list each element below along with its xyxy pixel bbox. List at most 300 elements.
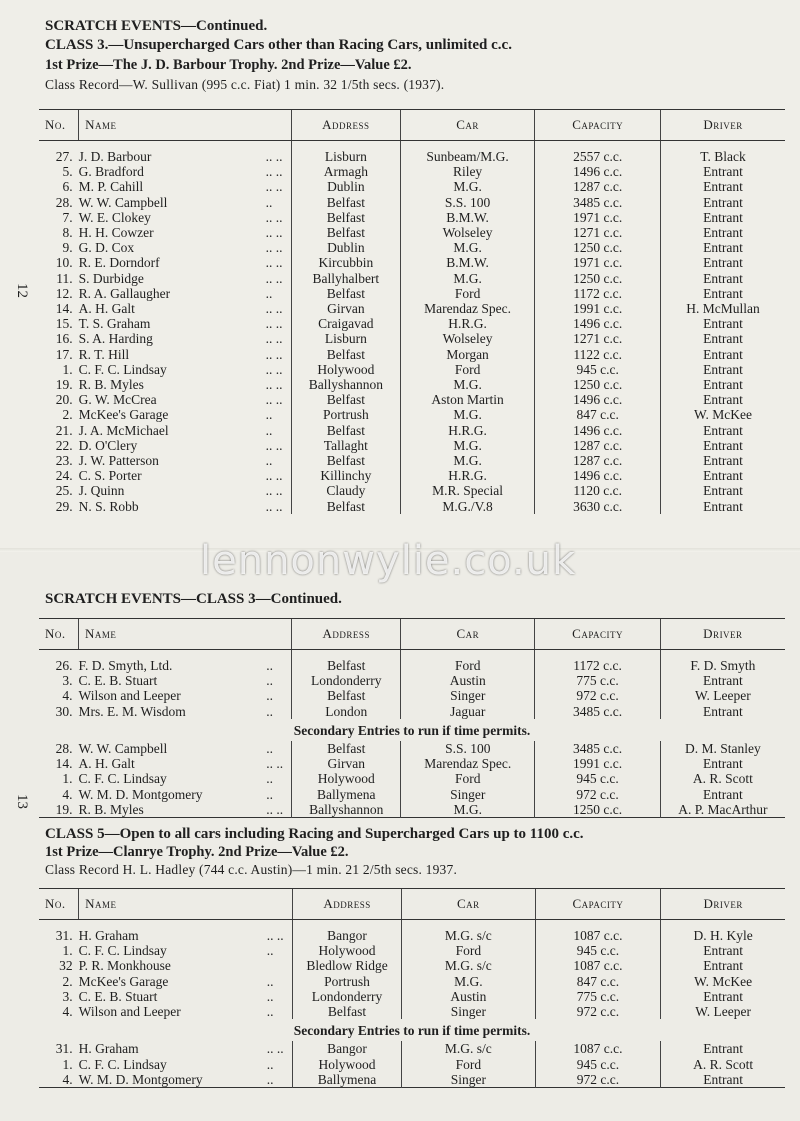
entry-address: Kircubbin (291, 255, 400, 270)
spacer-cell (39, 920, 79, 929)
entry-car: Wolseley (400, 331, 535, 346)
table-row (39, 499, 785, 514)
entry-capacity: 1250 c.c. (535, 377, 661, 392)
leader-dots: .. .. (266, 1041, 284, 1057)
entry-capacity: 1122 c.c. (535, 347, 661, 362)
leader-dots: .. (265, 407, 273, 423)
entry-address: Tallaght (291, 438, 400, 453)
entry-number: 12. (55, 285, 73, 301)
entry-name: J. A. McMichael (78, 422, 169, 438)
table-row (39, 347, 785, 362)
entry-driver: Entrant (661, 943, 785, 958)
entry-car: Marendaz Spec. (401, 756, 535, 771)
entry-address: Belfast (291, 499, 400, 514)
table-row (39, 255, 785, 270)
col-capacity-header: Capacity (535, 619, 660, 650)
leader-dots: .. .. (265, 149, 283, 164)
entry-car: Singer (401, 787, 535, 802)
leader-dots (267, 958, 293, 973)
class-title: CLASS 5—Open to all cars including Racing and Supercharged Cars up to 1100 c.c. (45, 826, 584, 842)
entry-name: S. Durbidge (78, 270, 144, 286)
table-row (39, 802, 785, 818)
entry-driver: Entrant (661, 1041, 785, 1056)
entry-name: G. Bradford (78, 164, 144, 180)
col-name-header: Name (79, 619, 292, 650)
entry-driver: A. P. MacArthur (660, 802, 785, 818)
col-no-header: No. (39, 110, 79, 141)
entry-name: A. H. Galt (78, 301, 135, 317)
entry-name: A. H. Galt (78, 756, 135, 772)
entry-car: M.G. (400, 453, 535, 468)
table-header-row (39, 889, 785, 920)
entry-number: 25. (55, 483, 73, 499)
table-row (39, 989, 785, 1004)
entry-number: 1. (62, 1056, 73, 1072)
entry-number: 21. (55, 422, 73, 438)
entry-number: 8. (62, 225, 73, 241)
spacer-row (39, 141, 785, 150)
col-driver-header: Driver (661, 889, 785, 920)
entry-driver: F. D. Smyth (660, 658, 785, 673)
entry-driver: Entrant (661, 331, 785, 346)
entry-capacity: 3485 c.c. (535, 704, 660, 719)
col-car-header: Car (401, 619, 535, 650)
entry-address: London (292, 704, 401, 719)
entry-address: Belfast (291, 347, 400, 362)
entry-address: Belfast (291, 286, 400, 301)
entry-capacity: 1120 c.c. (535, 483, 661, 498)
entry-name: R. E. Dorndorf (78, 255, 160, 271)
entry-name: R. B. Myles (78, 377, 144, 393)
entry-capacity: 1496 c.c. (535, 316, 661, 331)
page-bottom (0, 552, 800, 1121)
entry-name: C. E. B. Stuart (78, 988, 158, 1004)
entry-driver: Entrant (661, 164, 785, 179)
col-name-header: Name (79, 889, 293, 920)
entry-name: W. W. Campbell (78, 741, 168, 757)
entry-capacity: 1991 c.c. (535, 756, 660, 771)
entry-driver: Entrant (660, 787, 785, 802)
entry-number: 14. (55, 301, 73, 317)
entry-car: M.G. (400, 271, 535, 286)
col-capacity-header: Capacity (535, 889, 661, 920)
entry-driver: Entrant (661, 286, 785, 301)
entry-address: Ballyhalbert (291, 271, 400, 286)
entry-number: 2. (62, 407, 73, 423)
entry-driver: W. McKee (661, 974, 785, 989)
entry-capacity: 3485 c.c. (535, 195, 661, 210)
entry-capacity: 1971 c.c. (535, 255, 661, 270)
entry-driver: Entrant (661, 255, 785, 270)
col-no-header: No. (39, 889, 79, 920)
entry-driver: Entrant (661, 362, 785, 377)
entry-address: Londonderry (292, 989, 401, 1004)
col-no-header: No. (39, 619, 79, 650)
entry-name: M. P. Cahill (78, 179, 144, 195)
table-row (39, 673, 785, 688)
entry-car: M.G. (400, 407, 535, 422)
entry-driver: Entrant (661, 225, 785, 240)
entry-driver: H. McMullan (661, 301, 785, 316)
entry-number: 32 (59, 958, 73, 974)
table-row (39, 741, 785, 756)
table-row (39, 704, 785, 719)
entry-capacity: 1087 c.c. (535, 1041, 661, 1056)
entry-car: B.M.W. (400, 210, 535, 225)
entry-car: Sunbeam/M.G. (400, 149, 535, 164)
table-row (39, 179, 785, 194)
entry-name: C. F. C. Lindsay (78, 943, 167, 959)
table-row (39, 756, 785, 771)
entry-name: H. Graham (78, 928, 139, 943)
entry-number: 2. (62, 973, 73, 989)
table-row (39, 974, 785, 989)
entry-driver: Entrant (661, 423, 785, 438)
entry-address: Holywood (292, 943, 401, 958)
col-driver-header: Driver (660, 619, 785, 650)
prize-line: 1st Prize—Clanrye Trophy. 2nd Prize—Value £2. (45, 844, 349, 860)
entry-number: 3. (62, 673, 73, 689)
table-row (39, 331, 785, 346)
leader-dots: .. .. (266, 928, 284, 943)
entries-table (39, 888, 785, 1088)
entry-capacity: 1496 c.c. (535, 164, 661, 179)
entry-number: 24. (55, 468, 73, 484)
entry-name: G. D. Cox (78, 240, 135, 256)
entry-address: Lisburn (291, 331, 400, 346)
table-row (39, 316, 785, 331)
entry-capacity: 972 c.c. (535, 688, 660, 703)
entry-capacity: 1087 c.c. (535, 928, 661, 943)
leader-dots: .. .. (265, 255, 283, 271)
entry-address: Belfast (291, 195, 400, 210)
entry-car: M.G. (400, 377, 535, 392)
secondary-entries-title: Secondary Entries to run if time permits. (293, 722, 531, 738)
entry-number: 26. (55, 658, 73, 673)
entry-car: Riley (400, 164, 535, 179)
entry-number: 7. (62, 209, 73, 225)
entry-capacity: 847 c.c. (535, 407, 661, 422)
entry-driver: Entrant (661, 989, 785, 1004)
page-number: 12 (14, 283, 30, 298)
table-row (39, 195, 785, 210)
entry-name: F. D. Smyth, Ltd. (78, 658, 173, 673)
leader-dots: .. .. (265, 301, 283, 317)
entry-driver: A. R. Scott (660, 771, 785, 786)
watermark: lennonwylie.co.uk (200, 538, 577, 584)
leader-dots: .. .. (265, 270, 283, 286)
col-name-header: Name (79, 110, 292, 141)
entry-number: 14. (55, 756, 73, 772)
spacer-cell (79, 650, 267, 659)
table-row (39, 286, 785, 301)
entry-number: 1. (62, 943, 73, 959)
secondary-entries-title: Secondary Entries to run if time permits. (293, 1023, 531, 1039)
entry-address: Holywood (292, 1057, 401, 1072)
leader-dots: .. .. (265, 240, 283, 256)
spacer-cell (266, 650, 292, 659)
entry-address: Craigavad (291, 316, 400, 331)
entry-capacity: 1271 c.c. (535, 225, 661, 240)
entry-driver: Entrant (661, 210, 785, 225)
entry-car: Singer (402, 1004, 535, 1019)
entry-name: C. S. Porter (78, 468, 142, 484)
leader-dots: .. (266, 688, 273, 704)
table-row (39, 392, 785, 407)
leader-dots: .. .. (265, 498, 283, 514)
entry-number: 28. (55, 194, 73, 210)
entry-name: Wilson and Leeper (78, 688, 181, 704)
entry-driver: D. M. Stanley (660, 741, 785, 756)
entry-driver: A. R. Scott (661, 1057, 785, 1072)
entry-address: Belfast (291, 423, 400, 438)
entry-driver: Entrant (661, 392, 785, 407)
entry-capacity: 1250 c.c. (535, 271, 661, 286)
prize-line: 1st Prize—The J. D. Barbour Trophy. 2nd Prize—Value £2. (45, 57, 412, 73)
entry-capacity: 2557 c.c. (535, 149, 661, 164)
entry-capacity: 1971 c.c. (535, 210, 661, 225)
entry-address: Londonderry (292, 673, 401, 688)
entry-number: 6. (62, 179, 73, 195)
entry-address: Bangor (292, 1041, 401, 1056)
entry-address: Armagh (291, 164, 400, 179)
entry-car: M.G. (400, 179, 535, 194)
entry-name: R. A. Gallaugher (78, 285, 171, 301)
entry-car: S.S. 100 (400, 195, 535, 210)
table-row (39, 149, 785, 164)
entry-driver: Entrant (660, 756, 785, 771)
col-address-header: Address (291, 110, 400, 141)
entry-driver: Entrant (660, 704, 785, 719)
leader-dots: .. (265, 285, 273, 301)
secondary-row (39, 1019, 785, 1041)
entry-name: W. M. D. Montgomery (78, 1071, 203, 1087)
entry-driver: Entrant (661, 316, 785, 331)
spacer-cell (401, 650, 535, 659)
entry-name: N. S. Robb (78, 498, 139, 514)
entry-car: Ford (402, 1057, 535, 1072)
entry-address: Portrush (292, 974, 401, 989)
table-row (39, 688, 785, 703)
table-row (39, 787, 785, 802)
page-number: 13 (14, 794, 30, 809)
table-row (39, 928, 785, 943)
section-heading: SCRATCH EVENTS—CLASS 3—Continued. (45, 591, 342, 607)
entry-driver: Entrant (661, 453, 785, 468)
entry-name: McKee's Garage (78, 407, 169, 423)
entry-car: Austin (402, 989, 535, 1004)
entry-capacity: 945 c.c. (535, 1057, 661, 1072)
entry-name: S. A. Harding (78, 331, 153, 347)
entry-driver: Entrant (661, 958, 785, 973)
entry-driver: Entrant (661, 468, 785, 483)
entry-car: Ford (400, 286, 535, 301)
entry-number: 29. (55, 498, 73, 514)
entry-car: M.G./V.8 (400, 499, 535, 514)
entry-address: Ballyshannon (291, 377, 400, 392)
table-header-row (39, 619, 785, 650)
entry-number: 16. (55, 331, 73, 347)
entry-driver: Entrant (661, 347, 785, 362)
entry-address: Girvan (291, 301, 400, 316)
spacer-cell (79, 141, 266, 150)
entry-number: 22. (55, 437, 73, 453)
table-row (39, 225, 785, 240)
table-row (39, 301, 785, 316)
entry-number: 1. (62, 361, 73, 377)
entry-name: W. E. Clokey (78, 209, 151, 225)
entry-car: S.S. 100 (401, 741, 535, 756)
table-row (39, 1041, 785, 1056)
spacer-cell (39, 650, 79, 659)
table-row (39, 1072, 785, 1088)
entry-driver: D. H. Kyle (661, 928, 785, 943)
entry-capacity: 3630 c.c. (535, 499, 661, 514)
entry-driver: T. Black (661, 149, 785, 164)
entry-name: C. F. C. Lindsay (78, 1056, 167, 1072)
entry-car: Singer (401, 688, 535, 703)
entry-driver: Entrant (661, 240, 785, 255)
entry-capacity: 1250 c.c. (535, 802, 660, 818)
entry-name: R. B. Myles (78, 801, 144, 817)
entry-number: 31. (55, 928, 73, 943)
entry-number: 15. (55, 316, 73, 332)
section-heading: SCRATCH EVENTS—Continued. (45, 18, 268, 34)
table-row (39, 453, 785, 468)
spacer-cell (402, 920, 535, 929)
entry-capacity: 1087 c.c. (535, 958, 661, 973)
spacer-cell (535, 141, 661, 150)
entry-capacity: 1496 c.c. (535, 392, 661, 407)
entry-car: M.G. (401, 802, 535, 818)
col-address-header: Address (292, 619, 401, 650)
leader-dots: .. (266, 771, 273, 787)
entry-driver: Entrant (661, 377, 785, 392)
entry-capacity: 972 c.c. (535, 1072, 661, 1088)
leader-dots: .. .. (266, 756, 284, 772)
table-row (39, 271, 785, 286)
leader-dots: .. (266, 1071, 274, 1087)
class-record: Class Record H. L. Hadley (744 c.c. Austin)—1 min. 21 2/5th secs. 1937. (45, 862, 458, 877)
table-row (39, 362, 785, 377)
entry-number: 4. (62, 1004, 73, 1020)
entry-number: 10. (55, 255, 73, 271)
table-row (39, 468, 785, 483)
page-top (0, 0, 800, 552)
entry-car: Singer (402, 1072, 535, 1088)
entry-name: J. W. Patterson (78, 453, 159, 469)
entry-capacity: 1172 c.c. (535, 286, 661, 301)
spacer-cell (292, 920, 401, 929)
col-address-header: Address (292, 889, 401, 920)
entry-name: C. F. C. Lindsay (78, 361, 167, 377)
entry-name: J. D. Barbour (78, 149, 152, 164)
leader-dots: .. .. (265, 179, 283, 195)
leader-dots: .. .. (265, 346, 283, 362)
entry-driver: Entrant (661, 195, 785, 210)
table-row (39, 438, 785, 453)
entry-driver: Entrant (661, 1072, 785, 1088)
table-row (39, 210, 785, 225)
entry-car: B.M.W. (400, 255, 535, 270)
entry-name: D. O'Clery (78, 437, 138, 453)
entry-number: 11. (56, 270, 73, 286)
table-row (39, 658, 785, 673)
spacer-cell (79, 920, 267, 929)
entry-address: Belfast (291, 392, 400, 407)
entry-name: W. M. D. Montgomery (78, 786, 203, 802)
entry-address: Belfast (291, 453, 400, 468)
spacer-cell (292, 650, 401, 659)
class-title: CLASS 3.—Unsupercharged Cars other than Racing Cars, unlimited c.c. (45, 37, 512, 53)
spacer-cell (535, 650, 660, 659)
table-row (39, 1057, 785, 1072)
entry-name: H. H. Cowzer (78, 225, 154, 241)
leader-dots: .. .. (266, 801, 284, 817)
entry-car: Morgan (400, 347, 535, 362)
entry-capacity: 1496 c.c. (535, 468, 661, 483)
entry-address: Belfast (291, 225, 400, 240)
leader-dots: .. .. (265, 164, 283, 180)
entry-car: Ford (401, 658, 535, 673)
entry-number: 28. (55, 741, 73, 757)
table-row (39, 240, 785, 255)
table-row (39, 377, 785, 392)
leader-dots: .. .. (265, 392, 283, 408)
entry-car: Austin (401, 673, 535, 688)
entry-address: Belfast (291, 210, 400, 225)
leader-dots: .. (266, 1004, 274, 1020)
entry-number: 3. (62, 988, 73, 1004)
entry-capacity: 1271 c.c. (535, 331, 661, 346)
entry-number: 27. (55, 149, 73, 164)
entry-car: Marendaz Spec. (400, 301, 535, 316)
leader-dots: .. (266, 988, 274, 1004)
leader-dots: .. (266, 786, 273, 802)
entry-capacity: 847 c.c. (535, 974, 661, 989)
entry-name: C. E. B. Stuart (78, 673, 158, 689)
entry-capacity: 1287 c.c. (535, 453, 661, 468)
entry-address: Lisburn (291, 149, 400, 164)
leader-dots: .. (266, 973, 274, 989)
entry-address: Bledlow Ridge (292, 958, 401, 973)
entry-driver: W. Leeper (660, 688, 785, 703)
entry-car: Jaguar (401, 704, 535, 719)
table-header-row (39, 110, 785, 141)
entry-car: Ford (401, 771, 535, 786)
entry-capacity: 3485 c.c. (535, 741, 660, 756)
entry-car: M.R. Special (400, 483, 535, 498)
entry-number: 4. (62, 786, 73, 802)
spacer-cell (535, 920, 661, 929)
entry-address: Killinchy (291, 468, 400, 483)
entry-address: Ballymena (292, 787, 401, 802)
spacer-cell (267, 920, 293, 929)
spacer-cell (39, 141, 79, 150)
spacer-row (39, 920, 785, 929)
entry-number: 4. (62, 1071, 73, 1087)
entry-number: 19. (55, 801, 73, 817)
entry-capacity: 1496 c.c. (535, 423, 661, 438)
entry-name: McKee's Garage (78, 973, 169, 989)
entry-capacity: 775 c.c. (535, 673, 660, 688)
entry-name: T. S. Graham (78, 316, 151, 332)
entry-driver: Entrant (661, 179, 785, 194)
entry-car: H.R.G. (400, 468, 535, 483)
entry-capacity: 1991 c.c. (535, 301, 661, 316)
table-row (39, 483, 785, 498)
entry-name: P. R. Monkhouse (78, 958, 171, 974)
